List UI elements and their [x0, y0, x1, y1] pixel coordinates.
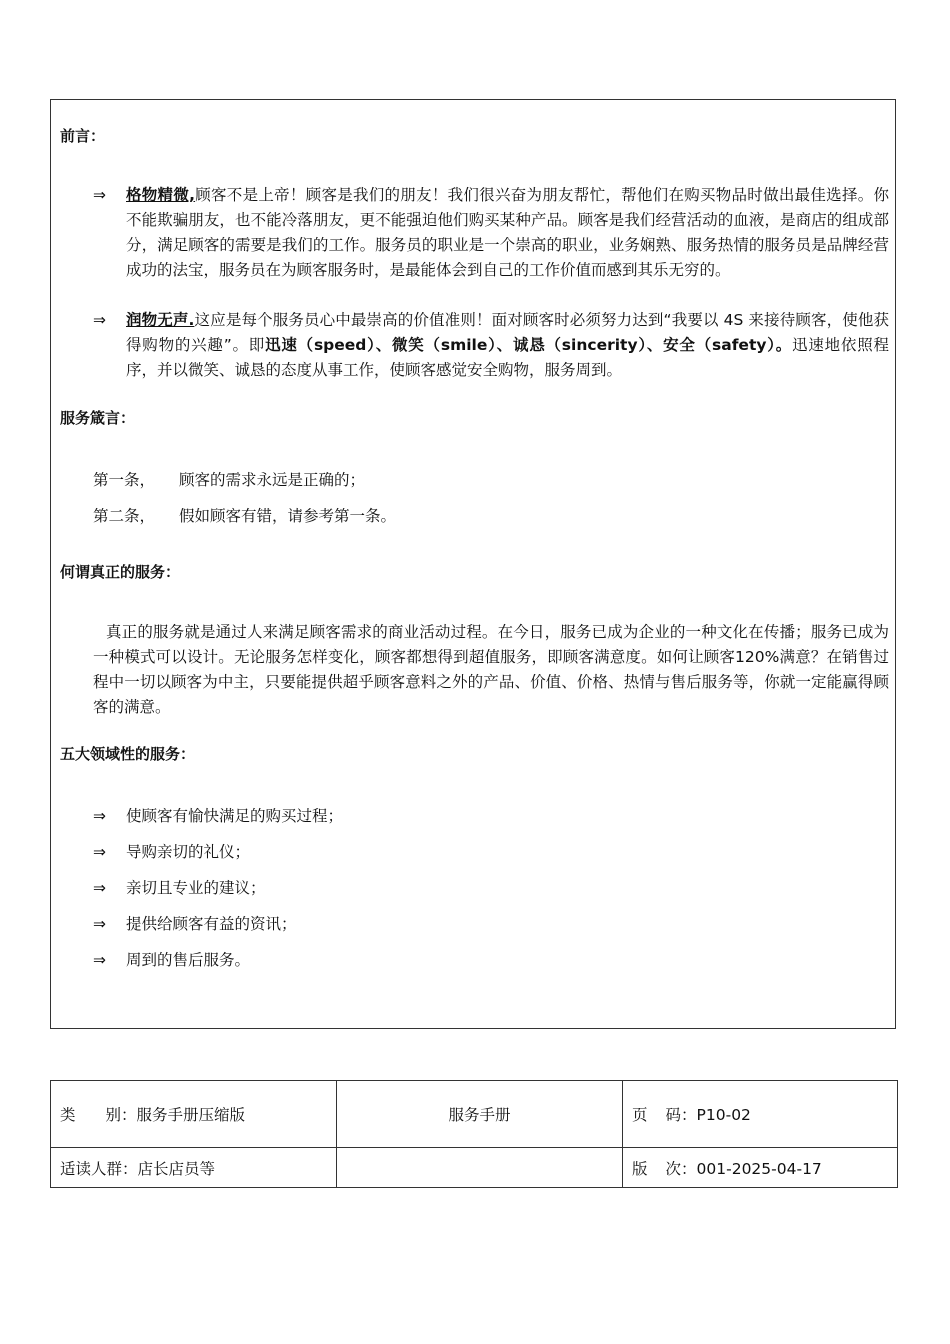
page-value: P10-02: [696, 1106, 751, 1124]
preface-item-2-lead: 润物无声.: [126, 311, 195, 329]
preface-item-1-body: 顾客不是上帝！顾客是我们的朋友！我们很兴奋为朋友帮忙，帮他们在购买物品时做出最佳选择。你不能欺骗朋友，也不能冷落朋友，更不能强迫他们购买某种产品。顾客是我们经营活动的血液，是商店的组成部分，满足顾客的需要是我们的工作。服务员的职业是一个崇高的职业，业务娴熟、服务热情的服务员是品牌经营成功的法宝，服务员在为顾客服务时，是最能体会到自己的工作价值而感到其乐无穷的。: [126, 186, 889, 279]
category-cell: [51, 1081, 337, 1148]
clause-text: 假如顾客有错，请参考第一条。: [179, 507, 397, 525]
arrow-icon: ⇒: [93, 843, 106, 861]
audience-label: 适读人群：: [60, 1159, 138, 1178]
audience-cell: [51, 1148, 337, 1188]
page-label-suffix: 码：: [665, 1106, 697, 1124]
preface-item-2: [93, 308, 889, 383]
audience-value: 店长店员等: [137, 1159, 216, 1178]
list-item: [93, 948, 250, 970]
content-frame: [50, 99, 896, 1029]
preface-item-1: [93, 183, 889, 283]
list-item: [93, 804, 343, 826]
motto-clause-2: [93, 504, 396, 526]
version-label-suffix: 次：: [665, 1159, 697, 1178]
page-cell: [623, 1081, 898, 1148]
true-service-heading: 何谓真正的服务：: [60, 563, 181, 581]
version-cell: [623, 1148, 898, 1188]
list-item: [93, 876, 266, 898]
clause-text: 顾客的需求永远是正确的；: [179, 471, 366, 489]
version-value: 001-2025-04-17: [696, 1159, 822, 1178]
preface-item-1-text: [126, 183, 889, 283]
arrow-icon: ⇒: [93, 186, 106, 204]
preface-item-2-bold: 迅速（speed）、微笑（smile）、诚恳（sincerity）、安全（safety）。: [265, 336, 793, 354]
category-value: 服务手册压缩版: [136, 1106, 246, 1124]
list-item-text: 提供给顾客有益的资讯；: [126, 915, 297, 933]
document-title: 服务手册: [337, 1081, 623, 1148]
version-label: 版: [632, 1159, 648, 1178]
motto-heading: 服务箴言：: [60, 409, 136, 427]
category-label-suffix: 别：: [105, 1106, 137, 1124]
clause-number: 第二条，: [93, 507, 156, 525]
arrow-icon: ⇒: [93, 951, 106, 969]
preface-heading: 前言：: [60, 127, 106, 145]
document-footer-table: [50, 1080, 898, 1188]
list-item: [93, 840, 250, 862]
arrow-icon: ⇒: [93, 807, 106, 825]
empty-cell: [337, 1148, 623, 1188]
list-item-text: 导购亲切的礼仪；: [126, 843, 251, 861]
arrow-icon: ⇒: [93, 879, 106, 897]
preface-item-2-body-a: 这应是每个服务员心中最崇高的价值准则！面对顾客时必须努力达到“我要以 4S 来接待顾客，使他获得购物的兴趣”。即: [126, 311, 889, 354]
category-label: 类: [60, 1106, 76, 1124]
preface-item-1-lead: 格物精微,: [126, 186, 195, 204]
list-item-text: 周到的售后服务。: [126, 951, 251, 969]
five-areas-heading: 五大领域性的服务：: [60, 745, 196, 763]
list-item-text: 使顾客有愉快满足的购买过程；: [126, 807, 344, 825]
preface-item-2-text: [126, 308, 889, 383]
page-label: 页: [632, 1106, 648, 1124]
motto-clause-1: [93, 468, 365, 490]
arrow-icon: ⇒: [93, 915, 106, 933]
arrow-icon: ⇒: [93, 311, 106, 329]
preface-item-2-body-b: 迅速地依照程序，并以微笑、诚恳的态度从事工作，使顾客感觉安全购物，服务周到。: [126, 336, 889, 379]
list-item-text: 亲切且专业的建议；: [126, 879, 266, 897]
true-service-paragraph: 真正的服务就是通过人来满足顾客需求的商业活动过程。在今日，服务已成为企业的一种文化在传播；服务已成为一种模式可以设计。无论服务怎样变化，顾客都想得到超值服务，即顾客满意度。如何让顾客120%满意？在销售过程中一切以顾客为中主，只要能提供超乎顾客意料之外的产品、价值、价格、热情与售后服务等，你就一定能赢得顾客的满意。: [93, 623, 889, 716]
clause-number: 第一条，: [93, 471, 156, 489]
list-item: [93, 912, 297, 934]
